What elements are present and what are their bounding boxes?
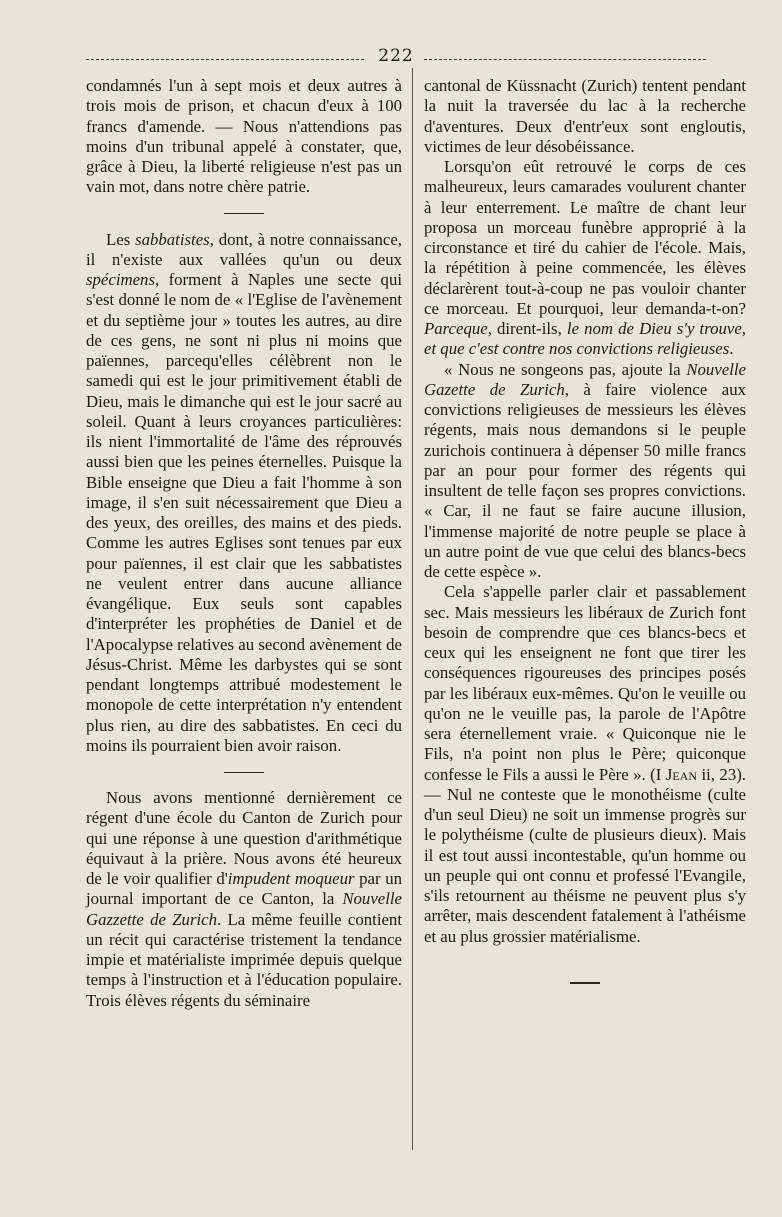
right-column — [424, 76, 746, 989]
column-divider — [412, 68, 413, 1150]
end-mark — [424, 969, 746, 989]
paragraph-kussnacht: cantonal de Küssnacht (Zurich) tentent pendant la nuit la traversée du lac à la recherche d'aventures. Deux d'entr'eux sont engloutis, victimes de leur désobéissance. — [424, 76, 746, 156]
page-number: 222 — [378, 46, 414, 66]
quotation: le nom de Dieu s'y trouve, et que c'est contre nos convictions religieuses — [424, 319, 746, 359]
emphasis: impudent moqueur — [227, 869, 355, 888]
emphasis: Parceque — [424, 319, 488, 338]
paragraph-gazette-quote: « Nous ne songeons pas, ajoute la Nouvelle Gazette de Zurich, à faire violence aux convictions religieuses de messieurs les élèves régents, mais nous demandons si le peuple zurichois continuera à dépenser 50 mille francs par an pour pour former des régents qui insultent de telle façon ses propres convictions. « Car, il ne faut se faire aucune illusion, l'immense majorité de notre peuple se place à un autre point de vue que celui des blancs-becs de cette espèce ». — [424, 359, 747, 581]
paragraph-1: condamnés l'un à sept mois et deux autres à trois mois de prison, et chacun d'eux à 100 francs d'amende. — Nous n'attendions pas moins d'un tribunal appelé à constater, que, grâce à Dieu, la liberté religieuse n'est pas un vain mot, dans notre chère patrie. — [86, 76, 402, 197]
paragraph-regent: Nous avons mentionné dernièrement ce régent d'une école du Canton de Zurich pour qui une réponse à une question d'arithmétique équivaut à la prière. Nous avons été heureux de le voir qualifier d'impudent moqueur par un journal important de ce Canton, la Nouvelle Gazzette de Zurich. La même feuille contient un récit qui caractérise tristement la tendance impie et matérialiste imprimée depuis quelque temps à l'instruction et à l'éducation populaire. Trois élèves régents du séminaire — [86, 788, 402, 1010]
paragraph-sabbatistes: Les sabbatistes, dont, à notre connaissance, il n'existe aux vallées qu'un ou deux spécimens, forment à Naples une secte qui s'est donné le nom de « l'Eglise de l'avènement et du septième jour » toutes les autres, au dire de ces gens, ne sont ni plus ni moins que païennes, parcequ'elles célèbrent non le samedi qui est le jour primitivement établi de Dieu, mais le dimanche qui est le jour sacré au soleil. Quant à leurs croyances particulières: ils nient l'immortalité de l'âme des réprouvés aussi bien que les peines éternelles. Puisque la Bible enseigne que Dieu a fait l'homme à son image, il s'en suit nécessairement que Dieu a des yeux, des oreilles, des mains et des pieds. Comme les autres Eglises sont tenues par eux pour païennes, il est clair que les sabbatistes ne veulent entrer dans aucune alliance évangélique. Eux seuls sont capables d'interpréter les prophéties de Daniel et de l'Apocalypse relatives au second avènement de Jésus-Christ. Même les darbystes qui se sont pendant longtemps attribué modestement le monopole de cette interprétation n'y entendent plus rien, au dire des sabbatistes. En ceci du moins ils pourraient bien avoir raison. — [86, 229, 402, 755]
newspaper-title: Nouvelle Gazzette de Zurich — [86, 889, 402, 929]
left-column — [86, 76, 402, 1011]
section-separator — [86, 766, 402, 776]
header-rule-left — [86, 59, 364, 60]
newspaper-title: Nouvelle Gazette de Zurich — [424, 359, 746, 399]
section-separator — [86, 208, 402, 218]
paragraph-conclusion: Cela s'appelle parler clair et passablement sec. Mais messieurs les libéraux de Zurich font besoin de comprendre que ces blancs-becs et ceux qui les enseignent ne font que tirer les conséquences rigoureuses des principes posés par les libéraux eux-mêmes. Qu'on le veuille ou qu'on ne le veuille pas, la parole de l'Apôtre sera éternellement vraie. « Quiconque nie le Fils, n'a point non plus le Père; quiconque confesse le Fils a aussi le Père ». (I Jean ii, 23). — Nul ne conteste que le monothéisme (culte d'un seul Dieu) ne soit un immense progrès sur le polythéisme (culte de plusieurs dieux). Mais il est tout aussi incontestable, qu'un homme ou un peuple qui ont connu et professé l'Evangile, s'ils retournent au théisme ne peuvent plus s'y arrêter, mais descendent fatalement à l'athéisme et au plus grossier matérialisme. — [424, 582, 746, 946]
book-reference: Jean — [665, 764, 698, 784]
emphasis: spécimens — [86, 270, 155, 289]
paragraph-enterrement: Lorsqu'on eût retrouvé le corps de ces malheureux, leurs camarades voulurent chanter à leur enterrement. Le maître de chant leur proposa un morceau funèbre approprié à la circonstance et tiré du cahier de l'école. Mais, la répétition à peine commencée, les élèves déclarèrent tout-à-coup ne pas vouloir chanter ce morceau. Et pourquoi, leur demanda-t-on? Parceque, dirent-ils, le nom de Dieu s'y trouve, et que c'est contre nos convictions religieuses. — [424, 157, 746, 359]
header-rule-right — [424, 59, 706, 60]
page-header — [86, 46, 706, 70]
emphasis: sabbatistes — [135, 229, 210, 249]
